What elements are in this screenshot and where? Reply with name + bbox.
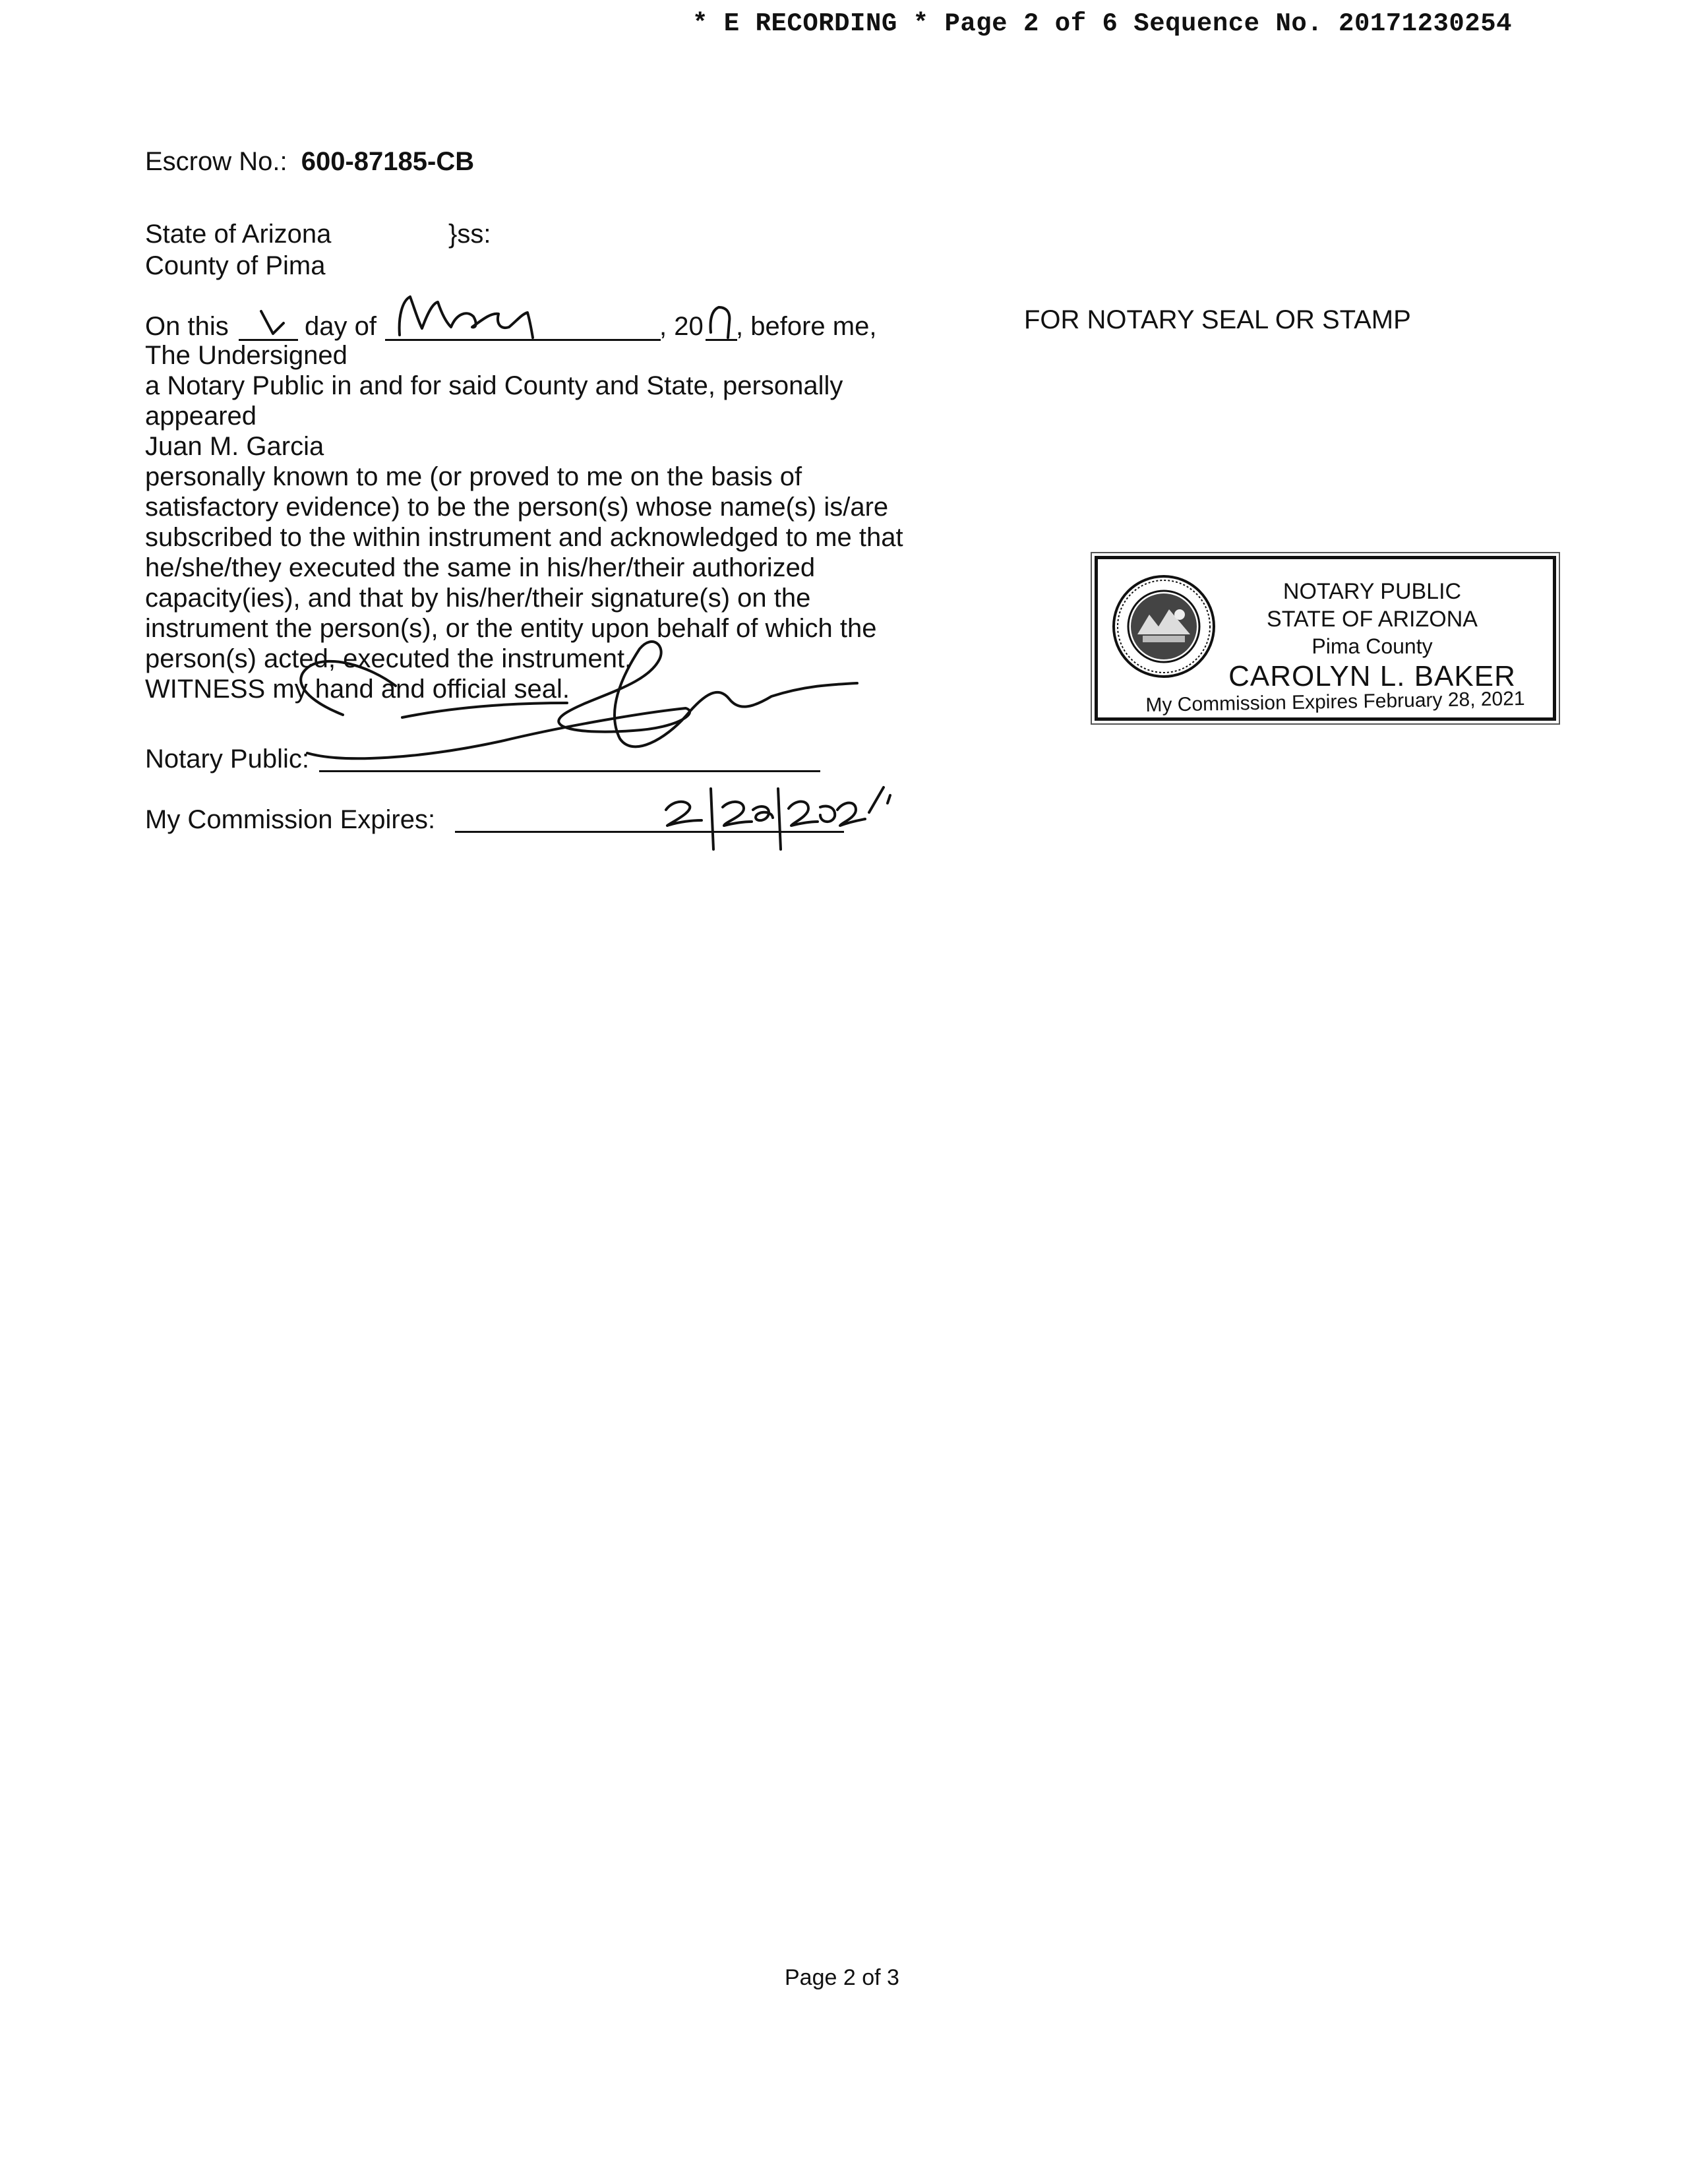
escrow-line <box>145 146 474 177</box>
ack-line: instrument the person(s), or the entity upon behalf of which the <box>145 614 877 643</box>
stamp-expires: My Commission Expires February 28, 2021 <box>1145 687 1525 717</box>
seal-area-label: FOR NOTARY SEAL OR STAMP <box>1024 305 1411 334</box>
venue-state: State of Arizona <box>145 220 332 249</box>
ack-line: The Undersigned <box>145 341 347 370</box>
stamp-county: Pima County <box>1311 634 1433 658</box>
ack-line: capacity(ies), and that by his/her/their signature(s) on the <box>145 584 811 613</box>
ack-year-prefix: , 20 <box>659 312 704 341</box>
escrow-label: Escrow No.: <box>145 147 287 176</box>
stamp-title: NOTARY PUBLIC <box>1282 579 1462 604</box>
stamp-notary-name: CAROLYN L. BAKER <box>1228 660 1516 692</box>
commission-line <box>455 831 844 833</box>
ack-line: person(s) acted, executed the instrument. <box>145 644 632 673</box>
handwritten-commission-date <box>666 802 702 826</box>
ack-line: personally known to me (or proved to me on the basis of <box>145 462 802 491</box>
handwritten-day <box>261 311 284 334</box>
witness-line: WITNESS my hand and official seal. <box>145 675 570 704</box>
ack-line: appeared <box>145 402 257 431</box>
signer-name: Juan M. Garcia <box>145 432 324 461</box>
ack-line: he/she/they executed the same in his/her/their authorized <box>145 553 816 582</box>
page-footer: Page 2 of 3 <box>785 1965 899 1990</box>
venue-ss: }ss: <box>448 220 491 249</box>
ack-before-me: , before me, <box>736 312 877 341</box>
recording-header: * E RECORDING * Page 2 of 6 Sequence No. 20171230254 <box>692 9 1512 38</box>
venue-county: County of Pima <box>145 251 326 280</box>
ack-line: a Notary Public in and for said County and State, personally <box>145 371 843 400</box>
ack-line: satisfactory evidence) to be the person(s) whose name(s) is/are <box>145 493 889 522</box>
ack-on-this: On this <box>145 312 229 341</box>
notary-signature-line <box>319 770 820 772</box>
handwritten-year <box>711 307 730 338</box>
escrow-number: 600-87185-CB <box>301 147 475 176</box>
ack-line: subscribed to the within instrument and acknowledged to me that <box>145 523 903 552</box>
commission-label: My Commission Expires: <box>145 805 436 834</box>
ack-day-of: day of <box>305 312 377 341</box>
notary-stamp <box>1095 556 1556 721</box>
notary-public-label: Notary Public: <box>145 744 309 774</box>
acknowledgment-body <box>145 340 903 704</box>
stamp-state: STATE OF ARIZONA <box>1267 607 1478 632</box>
handwritten-month <box>400 297 533 338</box>
